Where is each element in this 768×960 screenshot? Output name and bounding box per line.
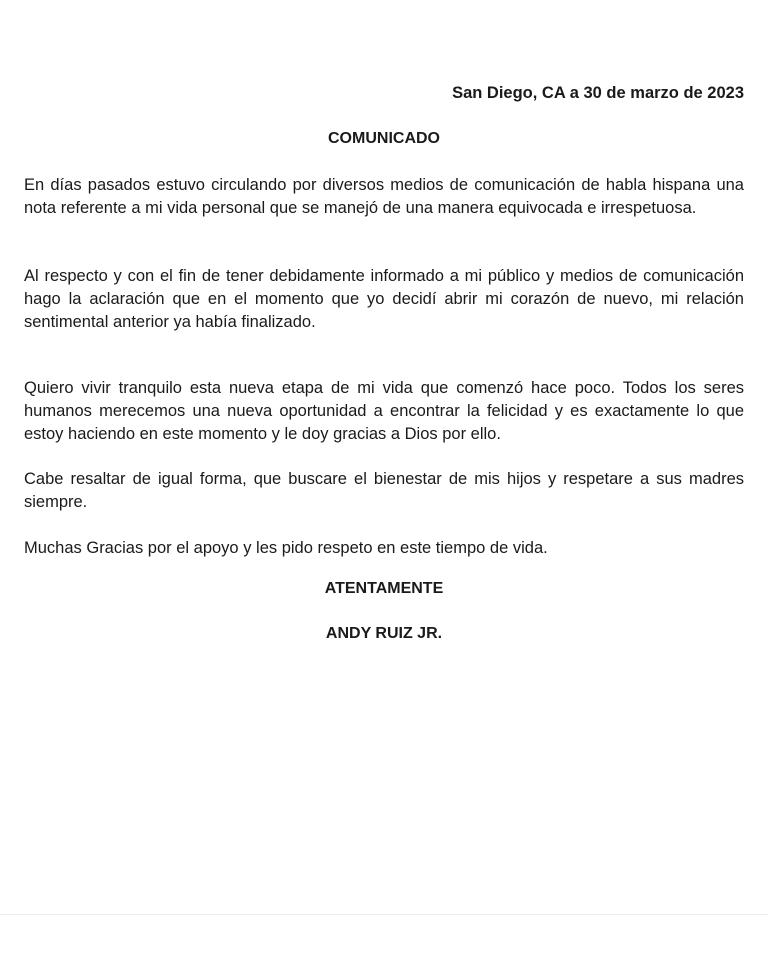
closing-line: ATENTAMENTE <box>324 580 444 597</box>
paragraph-1: En días pasados estuvo circulando por diversos medios de comunicación de habla hispana una nota referente a mi vida personal que se manejó de una manera equivocada e irrespetuosa. <box>24 176 744 217</box>
signature-name: ANDY RUIZ JR. <box>325 625 443 642</box>
paragraph-3: Quiero vivir tranquilo esta nueva etapa de mi vida que comenzó hace poco. Todos los seres humanos merecemos una nueva oportunidad a encontrar la felicidad y es exactamente lo que estoy haciendo en este momento y le doy gracias a Dios por ello. <box>24 379 744 443</box>
paragraph-2: Al respecto y con el fin de tener debidamente informado a mi público y medios de comunicación hago la aclaración que en el momento que yo decidí abrir mi corazón de nuevo, mi relación sentimental anterior ya había finalizado. <box>24 267 744 331</box>
date-line: San Diego, CA a 30 de marzo de 2023 <box>452 84 744 102</box>
bottom-divider <box>0 914 768 915</box>
paragraph-4: Cabe resaltar de igual forma, que buscare el bienestar de mis hijos y respetare a sus madres siempre. <box>24 470 744 511</box>
paragraph-5: Muchas Gracias por el apoyo y les pido respeto en este tiempo de vida. <box>24 539 548 557</box>
document-title: COMUNICADO <box>328 130 440 147</box>
